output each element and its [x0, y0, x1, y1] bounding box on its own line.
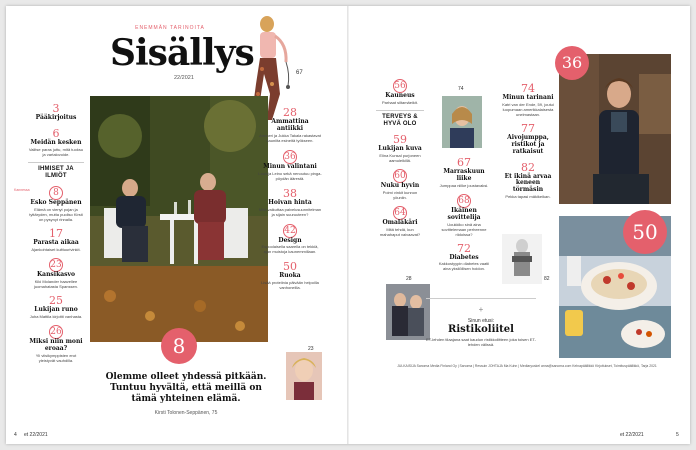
- toc-item[interactable]: 28 Ammattina antiikki Ammeri ja Jukka Takala rakastavat kauniita esineitä työkseen.: [259, 106, 321, 143]
- toc-item[interactable]: 67 Marraskuun liike Jumppaa niilke joustavaksi.: [439, 156, 489, 188]
- page-ref-82: 82: [544, 276, 550, 282]
- couple-garden-photo: [90, 96, 268, 342]
- toc-item[interactable]: 68 Ikäinen sovittelija Uoukkiko sinä aina sovittelemaan perheenne riidoissa?: [441, 195, 487, 237]
- issue-number: 22/2021: [174, 75, 194, 81]
- promo-desc: ET-lehden tilaajana saat kaudun ristikkoliitteen joka toisen ET-lehden välissä.: [426, 337, 536, 347]
- toc-item[interactable]: 17 Parasta aikaa Ajankohtaiset kulttuurivinkit.: [31, 227, 81, 252]
- toc-item[interactable]: 50 Ruoka Lisää proteiinia päivään helpoilla vanhoneilla.: [261, 260, 319, 291]
- toc-item[interactable]: 64 Omaläkäri Mitä tehdä, kun mahahaput vaivaavat?: [379, 208, 421, 237]
- right-toc-column-b: [436, 156, 492, 271]
- toc-item[interactable]: 60 Nuku hyvin Poimi vinkit kunnon yöuniin.: [380, 171, 420, 201]
- left-footer-mag: et 22/2021: [24, 432, 48, 438]
- toc-item[interactable]: 3 Pääkirjoitus: [35, 102, 77, 121]
- page-ref-74: 74: [458, 86, 464, 92]
- page-ref-23: 23: [308, 346, 314, 352]
- cover-woman-photo: [286, 352, 322, 400]
- promo-kicker: Sinun etusi:: [467, 318, 495, 324]
- toc-item[interactable]: 6 Meidän kesken Valitse paras juttu, mitä tuoksu ja vartalovoide.: [28, 126, 84, 157]
- page-title: Sisällys: [110, 32, 254, 74]
- left-page-number: 4: [14, 432, 17, 438]
- toc-item[interactable]: 72 Diabetes Kakkostyypin diabetes vaatii aina yksilöllisen hoidon.: [438, 241, 490, 272]
- colophon: JULKAISIJA Sanoma Media Finland Oy | Sanoma | Ressuin JOHTAJA Ma Kuhn | Mediaryuskel anna@sanoma.com Kelnapäällikkö Kirjoitukset, Toimituspäällikkö, Tarja 2021: [397, 364, 657, 368]
- promo-box[interactable]: [426, 298, 536, 347]
- right-toc-column-c: [500, 82, 556, 199]
- ski-jumper-photo: [502, 234, 542, 284]
- quote-author: Kirsti Tolonen-Seppänen, 75: [154, 410, 218, 416]
- toc-item[interactable]: 25 Lukijan runo Juha Mattila kirjoitti vanhasta.: [29, 293, 83, 319]
- page-gutter: [347, 6, 349, 444]
- toc-item[interactable]: 56 Kauneus Parhaat siltamäeikit.: [381, 81, 418, 105]
- magazine-spread: [6, 6, 690, 444]
- right-page-number: 5: [676, 432, 679, 438]
- badge-page-8[interactable]: 8: [161, 328, 197, 364]
- page-ref-28: 28: [406, 276, 412, 282]
- pull-quote: Olemme olleet yhdessä pitkään. Tuntuu hyvältä, että meillä on tämä yhteinen elämä.: [105, 372, 267, 404]
- cover-tag: Kannessa: [14, 188, 30, 193]
- right-toc-column-a: [376, 78, 424, 237]
- promo-title: Ristikoliitel: [448, 324, 514, 335]
- toc-item[interactable]: 82 Et ikinä arvaa keneen törmäsin Pekka tapasi mäkikeikan.: [504, 160, 552, 200]
- toc-item[interactable]: 26 Miksi niin moni eroaa? Yli viisikymppisten erot yleistyvät vauhdilla.: [29, 326, 83, 363]
- toc-item[interactable]: 74 Minun tarinani Katri van der Ende, 59, joutui luopumaan amerikkalaisesta unelmastaan.: [502, 82, 554, 117]
- badge-page-36[interactable]: 36: [555, 46, 589, 80]
- plus-icon: +: [476, 305, 487, 314]
- toc-item[interactable]: 59 Lukijan kuva Elina Kunsal purjoneen aamuleikillä.: [378, 133, 422, 164]
- toc-item[interactable]: 42 Design Espoolaisella saarella on tekkiä, ajan muistoja kaunemmillaan.: [261, 225, 319, 255]
- toc-item[interactable]: 36 Minun valintani Lauluja Leino sekä nenoutuu pinga-pöydän äärestä.: [258, 151, 322, 181]
- toc-item[interactable]: Kannessa 8 Esko Seppänen Elämä on vienyt pojan ja tyttäryden, mutta puoliso Kirsti on pysynyt rinnalla.: [14, 188, 83, 223]
- section-header: IHMISET JA ILMIÖT: [28, 162, 84, 180]
- toc-item[interactable]: 23 Kansikasvo Kiki Molander haavellee juomahatasta Spanssen.: [33, 259, 79, 289]
- kicker: ENEMMÄN TARINOITA: [135, 25, 205, 31]
- right-footer-mag: et 22/2021: [620, 432, 644, 438]
- page-ref-67: 67: [296, 70, 303, 76]
- toc-item[interactable]: 38 Hoivan hinta Mitä vaikuttaa palvelusuunnitelman ja sijain suuruuteen?: [258, 186, 322, 217]
- mid-toc-column: [258, 106, 322, 290]
- section-header: TERVEYS & HYVÄ OLO: [376, 110, 424, 128]
- antiques-couple-photo: [386, 284, 430, 340]
- left-toc-column: [14, 102, 84, 363]
- badge-page-50[interactable]: 50: [623, 210, 667, 254]
- toc-item[interactable]: 77 Aivojumppa, ristikot ja ratkaisut: [507, 121, 549, 155]
- katri-portrait-photo: [442, 96, 482, 148]
